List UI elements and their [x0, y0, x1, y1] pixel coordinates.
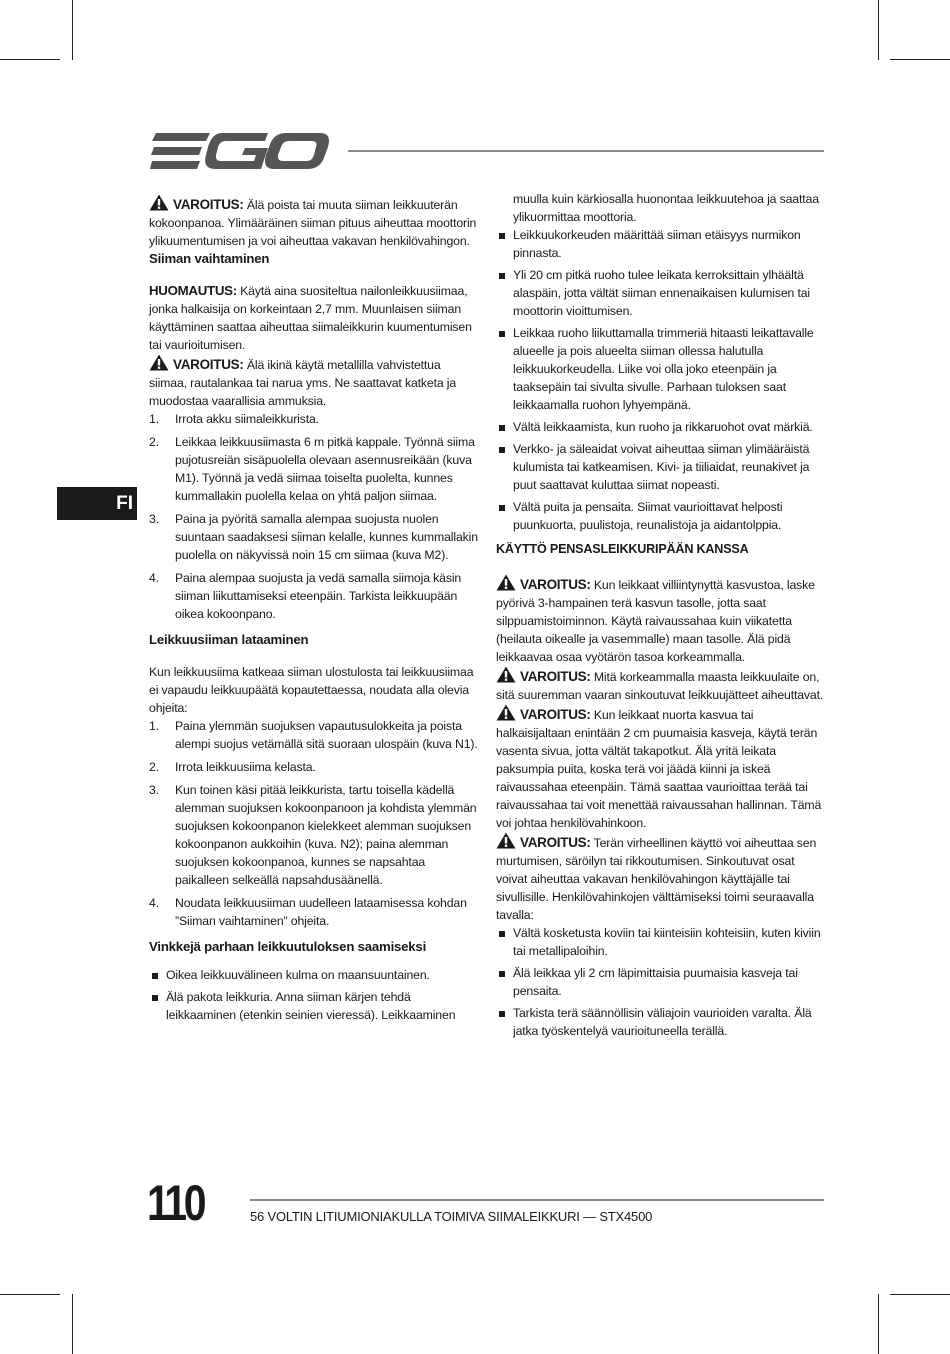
- crop-mark: [72, 1294, 73, 1354]
- list-item: Tarkista terä säännöllisin väliajoin vaurioiden varalta. Älä jatka työskentelyä vaurioituneella terällä.: [496, 1004, 824, 1040]
- steps-list: [149, 717, 479, 930]
- list-item: 4. Paina alempaa suojusta ja vedä samalla siimoja käsin siiman liikuttamiseksi eteenpäin. Tarkista leikkuupään oikea kokoonpano.: [149, 571, 462, 621]
- warning-icon: [496, 704, 516, 721]
- warning-block: VAROITUS: Mitä korkeammalla maasta leikkuulaite on, sitä suuremman vaaran sinkoutuvat leikkuujätteet aiheuttavat.: [496, 666, 824, 704]
- warning-block: VAROITUS: Kun leikkaat nuorta kasvua tai halkaisijaltaan enintään 2 cm puumaisia kasveja, käytä terän vasenta sivua, jotta vältät takapotkut. Älä yritä leikata paksumpia puita, koska terä voi jäädä kiinni ja iskeä raivaussahaa eteenpäin. Tämä saattaa vaurioittaa terää tai raivaussahaa tai voit menettää raivaussahan hallinnan. Tämä voi johtaa henkilövahinkoon.: [496, 704, 824, 832]
- crop-mark: [0, 1294, 60, 1295]
- warning-icon: [496, 832, 516, 849]
- note-block: HUOMAUTUS: Käytä aina suositeltua nailonleikkuusiimaa, jonka halkaisija on korkeintaan 2,7 mm. Muunlaisen siiman käyttäminen saattaa aiheuttaa siimaleikkurin kuumentumisen tai vaurioitumisen.: [149, 283, 472, 352]
- list-item: Vältä puita ja pensaita. Siimat vaurioittavat helposti puunkuorta, puulistoja, reunalistoja ja aidantolppia.: [496, 498, 824, 534]
- bullet-square-icon: [499, 425, 505, 431]
- page-number: 110: [147, 1175, 204, 1231]
- bullet-square-icon: [499, 273, 505, 279]
- footer-rule: [250, 1199, 824, 1201]
- bullet-square-icon: [152, 995, 158, 1001]
- crop-mark: [890, 59, 950, 60]
- bullet-list: [149, 966, 479, 1024]
- crop-mark: [72, 0, 73, 60]
- bullet-square-icon: [152, 973, 158, 979]
- section-heading: Leikkuusiiman lataaminen: [149, 632, 309, 647]
- footer-title: 56 VOLTIN LITIUMIONIAKULLA TOIMIVA SIIMALEIKKURI — STX4500: [250, 1209, 653, 1224]
- bullet-square-icon: [499, 1011, 505, 1017]
- header-rule: [348, 150, 824, 152]
- bullet-square-icon: [499, 447, 505, 453]
- list-item: Älä leikkaa yli 2 cm läpimittaisia puumaisia kasveja tai pensaita.: [496, 964, 824, 1000]
- crop-mark: [878, 0, 879, 60]
- list-item: Leikkaa ruoho liikuttamalla trimmeriä hitaasti leikattavalle alueelle ja pois alueelta siiman ollessa halutulla leikkuukorkeudella. Liike voi olla joko eteenpäin ja taaksepäin tai sivulta sivulle. Parhaan tuloksen saat leikkaamalla ruohon lyhyempänä.: [496, 324, 824, 414]
- list-item: Älä pakota leikkuria. Anna siiman kärjen tehdä leikkaaminen (etenkin seinien vieressä). Leikkaaminen: [149, 988, 479, 1024]
- warning-block: VAROITUS: Kun leikkaat villiintynyttä kasvustoa, laske pyörivä 3-hampainen terä kasvun tasolle, jotta saat silppuamistoiminnon. Käytä raivaussahaa kuin viikatetta (heilauta oikealle ja vasemmalle) maan tasolle. Älä pidä leikkaavaa osaa vyötärön tasoa korkeammalla.: [496, 574, 824, 666]
- right-column: [496, 190, 824, 1046]
- warning-block: VAROITUS: Älä ikinä käytä metallilla vahvistettua siimaa, rautalankaa tai narua yms. Ne saattavat katketa ja muodostaa vaarallisia ammuksia.: [149, 354, 479, 410]
- section-heading: Vinkkejä parhaan leikkuutuloksen saamiseksi: [149, 939, 427, 954]
- paragraph: Kun leikkuusiima katkeaa siiman ulostulosta tai leikkuusiimaa ei vapaudu leikkuupäätä kopautettaessa, noudata alla olevia ohjeita:: [149, 665, 474, 715]
- list-item: Oikea leikkuuvälineen kulma on maansuuntainen.: [149, 966, 479, 984]
- bullet-list: [496, 226, 824, 534]
- list-item: 3. Kun toinen käsi pitää leikkurista, tartu toisella kädellä alemman suojuksen kokoonpanoon ja kohdista ylemmän suojuksen kokoonpanon kielekkeet alemman suojuksen kokoonpanon aukkoihin (kuva. N2); paina alemman suojuksen kokoonpanoa, kunnes se napsahtaa paikalleen selkeällä napsahdusäänellä.: [149, 783, 477, 887]
- list-item: Vältä leikkaamista, kun ruoho ja rikkaruohot ovat märkiä.: [496, 418, 824, 436]
- warning-icon: [496, 574, 516, 591]
- crop-mark: [890, 1294, 950, 1295]
- bullet-list: [496, 924, 824, 1040]
- list-item: Yli 20 cm pitkä ruoho tulee leikata kerroksittain ylhäältä alaspäin, jotta vältät siiman ennenaikaisen kulumisen tai moottorin vioittumisen.: [496, 266, 824, 320]
- list-item: 3. Paina ja pyöritä samalla alempaa suojusta nuolen suuntaan saadaksesi siiman kelalle, kunnes kummallakin puolella on näkyvissä noin 15 cm siimaa (kuva M2).: [149, 512, 478, 562]
- crop-mark: [0, 59, 60, 60]
- warning-block: VAROITUS: Terän virheellinen käyttö voi aiheuttaa sen murtumisen, säröilyn tai rikkoutumisen. Sinkoutuvat osat voivat aiheuttaa vakavan henkilövahingon käyttäjälle tai sivullisille. Henkilövahinkojen välttämiseksi toimi seuraavalla tavalla:: [496, 832, 824, 924]
- section-heading: Siiman vaihtaminen: [149, 251, 270, 266]
- list-item: 2. Irrota leikkuusiima kelasta.: [149, 760, 316, 774]
- section-heading: KÄYTTÖ PENSASLEIKKURIPÄÄN KANSSA: [496, 542, 749, 556]
- language-tab: FI: [57, 487, 137, 520]
- paragraph: muulla kuin kärkiosalla huonontaa leikkuutehoa ja saattaa ylikuormittaa moottoria.: [513, 192, 819, 224]
- bullet-square-icon: [499, 233, 505, 239]
- list-item: 1. Irrota akku siimaleikkurista.: [149, 412, 319, 426]
- crop-mark: [878, 1294, 879, 1354]
- list-item: 1. Paina ylemmän suojuksen vapautusulokkeita ja poista alempi suojus vetämällä sitä suoraan ulospäin (kuva N1).: [149, 719, 478, 751]
- warning-icon: [149, 354, 169, 371]
- list-item: Leikkuukorkeuden määrittää siiman etäisyys nurmikon pinnasta.: [496, 226, 824, 262]
- warning-block: VAROITUS: Älä poista tai muuta siiman leikkuuterän kokoonpanoa. Ylimääräinen siiman pituus aiheuttaa moottorin ylikuumentumisen ja voi aiheuttaa vakavan henkilövahingon.: [149, 194, 479, 250]
- warning-icon: [149, 194, 169, 211]
- list-item: Verkko- ja säleaidat voivat aiheuttaa siiman ylimääräistä kulumista tai katkeamisen. Kivi- ja tiiliaidat, reunakivet ja puut saattavat kuluttaa siimat nopeasti.: [496, 440, 824, 494]
- ego-logo: [150, 131, 330, 171]
- left-column: [149, 194, 479, 1030]
- list-item: 2. Leikkaa leikkuusiimasta 6 m pitkä kappale. Työnnä siima pujotusreiän sisäpuolella olevaan asennusreikään (kuva M1). Työnnä ja vedä siimaa toiselta puolelta, kunnes kummallakin puolella kelaa on yhtä paljon siimaa.: [149, 435, 475, 503]
- bullet-square-icon: [499, 505, 505, 511]
- list-item: 4. Noudata leikkuusiiman uudelleen lataamisessa kohdan ”Siiman vaihtaminen” ohjeita.: [149, 896, 467, 928]
- bullet-square-icon: [499, 331, 505, 337]
- bullet-square-icon: [499, 931, 505, 937]
- bullet-square-icon: [499, 971, 505, 977]
- warning-icon: [496, 666, 516, 683]
- steps-list: [149, 410, 479, 623]
- list-item: Vältä kosketusta koviin tai kiinteisiin kohteisiin, kuten kiviin tai metallipaloihin.: [496, 924, 824, 960]
